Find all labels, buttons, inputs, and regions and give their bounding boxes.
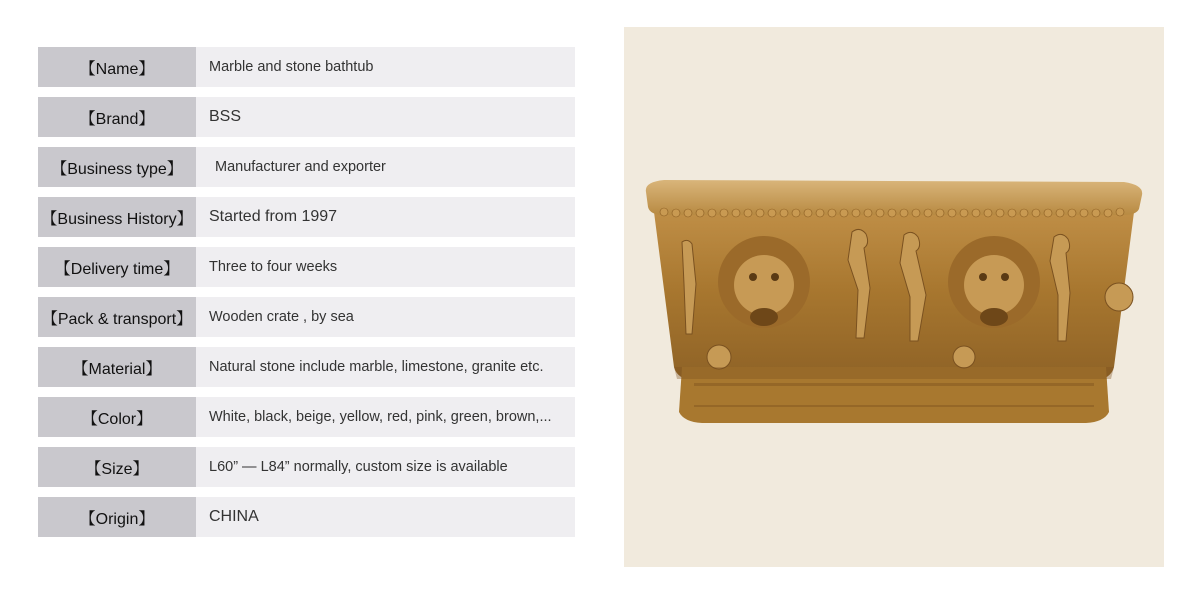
spec-table — [38, 47, 575, 547]
spec-label-size: 【Size】 — [38, 447, 196, 487]
spec-value-origin: CHINA — [196, 497, 575, 537]
spec-row-delivery-time — [38, 247, 575, 287]
carved-marble-bathtub-image — [624, 27, 1164, 567]
spec-row-size — [38, 447, 575, 487]
spec-row-name — [38, 47, 575, 87]
spec-value-name: Marble and stone bathtub — [196, 47, 575, 87]
spec-label-name: 【Name】 — [38, 47, 196, 87]
spec-label-color: 【Color】 — [38, 397, 196, 437]
spec-label-business-type: 【Business type】 — [38, 147, 196, 187]
spec-row-pack-transport — [38, 297, 575, 337]
spec-row-origin — [38, 497, 575, 537]
spec-label-brand: 【Brand】 — [38, 97, 196, 137]
spec-value-brand: BSS — [196, 97, 575, 137]
spec-value-business-type: Manufacturer and exporter — [196, 147, 575, 187]
spec-row-brand — [38, 97, 575, 137]
lion-head-left — [718, 236, 810, 328]
spec-value-delivery-time: Three to four weeks — [196, 247, 575, 287]
spec-value-business-history: Started from 1997 — [196, 197, 575, 237]
spec-value-color: White, black, beige, yellow, red, pink, green, brown,... — [196, 397, 575, 437]
spec-label-material: 【Material】 — [38, 347, 196, 387]
spec-row-color — [38, 397, 575, 437]
spec-label-business-history: 【Business History】 — [38, 197, 196, 237]
spec-row-material — [38, 347, 575, 387]
spec-row-business-history — [38, 197, 575, 237]
spec-label-delivery-time: 【Delivery time】 — [38, 247, 196, 287]
spec-value-size: L60” — L84” normally, custom size is available — [196, 447, 575, 487]
product-photo-panel — [624, 27, 1164, 567]
lion-head-right — [948, 236, 1040, 328]
spec-value-material: Natural stone include marble, limestone, granite etc. — [196, 347, 575, 387]
body-shadow — [674, 367, 1114, 379]
spec-row-business-type — [38, 147, 575, 187]
spec-label-pack-transport: 【Pack & transport】 — [38, 297, 196, 337]
spec-value-pack-transport: Wooden crate , by sea — [196, 297, 575, 337]
spec-label-origin: 【Origin】 — [38, 497, 196, 537]
